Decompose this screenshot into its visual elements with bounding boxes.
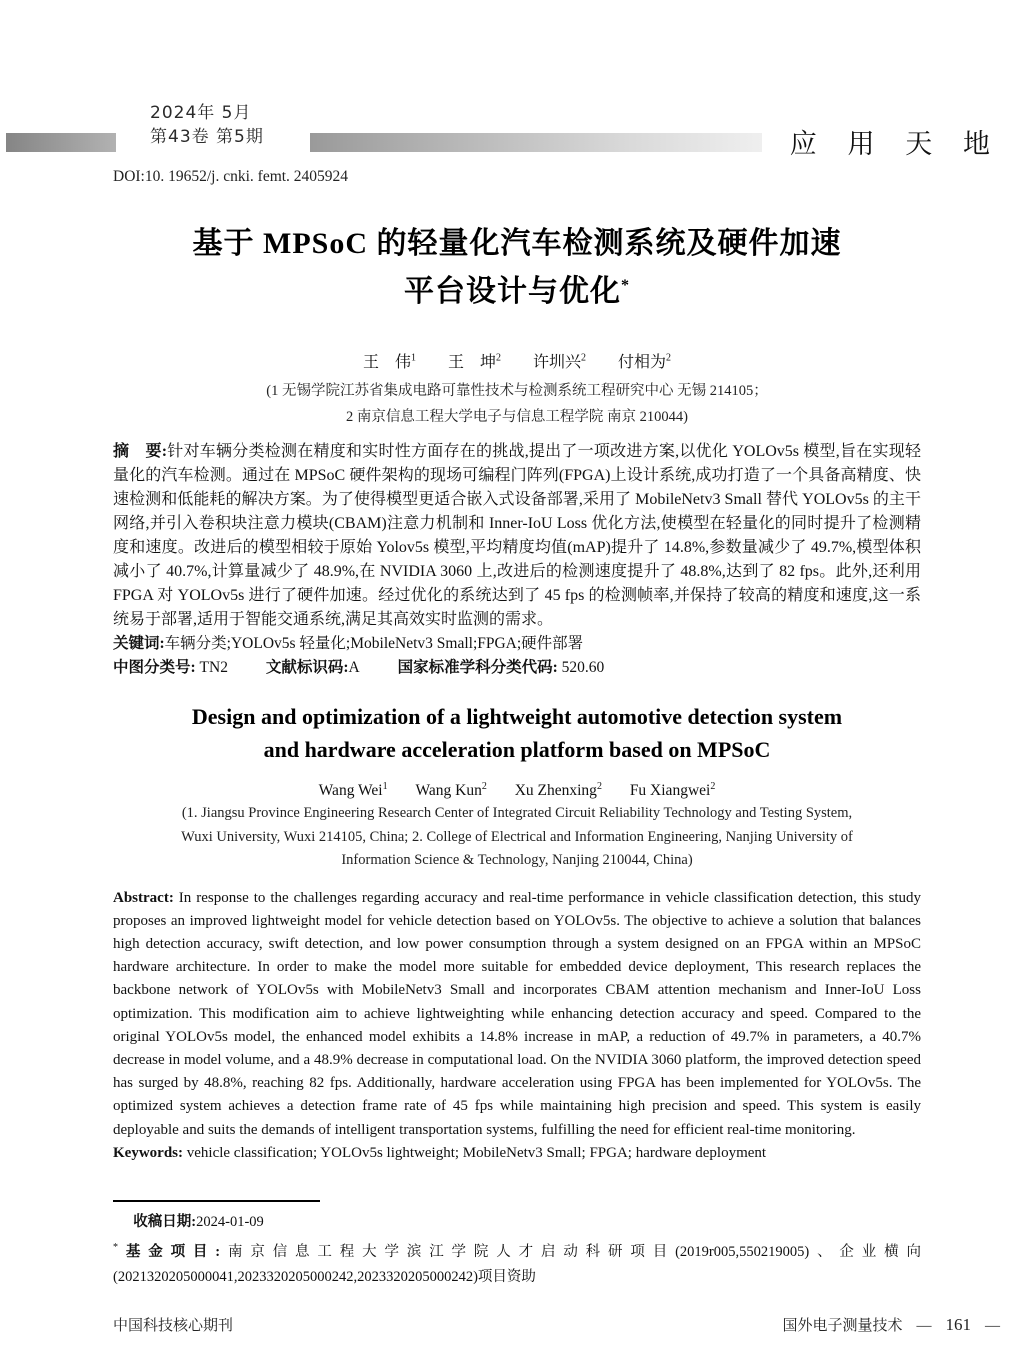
footer-left-label: 中国科技核心期刊 — [113, 1318, 234, 1334]
footer-page-number: 161 — [945, 1315, 971, 1334]
author-en-name: Fu Xiangwei — [629, 782, 711, 800]
footer-dash-left: — — [916, 1318, 932, 1334]
fund-project — [113, 1235, 921, 1290]
received-date-label: 收稿日期: — [133, 1214, 197, 1230]
keywords-en-label: Keywords: — [113, 1144, 183, 1161]
abstract-en — [113, 887, 921, 1142]
affiliation-cn-line: 2 南京信息工程大学电子与信息工程学院 南京 210044) — [346, 409, 688, 425]
author-en-sup: 2 — [596, 781, 602, 792]
header-left-bar — [6, 133, 116, 152]
column-banner: 应 用 天 地 — [789, 129, 1002, 159]
author-cn — [363, 354, 416, 371]
article-title-cn — [113, 223, 921, 313]
abstract-cn-label: 摘 要: — [113, 443, 168, 460]
affiliation-en-line: Wuxi University, Wuxi 214105, China; 2. College of Electrical and Information Engineering, Nanjing University of — [181, 828, 853, 845]
affiliation-cn-line: (1 无锡学院江苏省集成电路可靠性技术与检测系统工程研究中心 无锡 214105； — [266, 383, 768, 399]
author-cn — [618, 354, 671, 371]
author-sup: 2 — [496, 352, 501, 364]
author-sup: 2 — [581, 352, 587, 364]
footer-folio — [782, 1314, 1000, 1335]
issue-volume: 第43卷 第5期 — [150, 127, 264, 147]
received-date-value: 2024-01-09 — [196, 1214, 264, 1230]
footnote-block — [113, 1200, 921, 1290]
author-name: 付相为 — [618, 354, 667, 371]
author-name: 许圳兴 — [533, 354, 582, 371]
article-title-en — [113, 700, 921, 766]
author-name: 王 伟 — [362, 354, 411, 371]
author-en-sup: 2 — [481, 781, 487, 792]
abstract-en-text: In response to the challenges regarding accuracy and real-time performance in vehicle classification detection, this study proposes an improved lightweight model for vehicle detection based on YOLOv5s. The objective to achieve a solution that balances high detection accuracy, swift detection, and low power consumption through a system designed on an FPGA within an MPSoC hardware architecture. In order to make the model more suitable for embedded device deployment, This research replaces the backbone network of YOLOv5s with MobileNetv3 Small and incorporates CBAM attention mechanism and Inner-IoU Loss optimization. This modification aim to achieve lightweighting while enhancing detection accuracy and speed. Compared to the original YOLOv5s model, the enhanced model exhibits a 14.8% increase in mAP, a reduction of 49.7% in parameters, a 40.7% decrease in model volume, and a 48.9% decrease in computational load. On the NVIDIA 3060 platform, the improved detection speed has surged by 48.8%, reaching 82 fps. Additionally, hardware acceleration using FPGA has been implemented for YOLOv5s. The optimized system achieves a detection frame rate of 45 fps while maintaining high precision and speed. This system is easily deployable and suits the demands of intelligent transportation systems, fulfilling the need for efficient real-time monitoring. — [113, 889, 921, 1138]
title-cn-line1: 基于 MPSoC 的轻量化汽车检测系统及硬件加速 — [192, 227, 842, 260]
author-sup: 2 — [666, 352, 672, 364]
document-code-value: A — [348, 659, 360, 676]
keywords-en — [113, 1142, 921, 1165]
footer-dash-right: — — [985, 1318, 1000, 1334]
title-en-line1: Design and optimization of a lightweight automotive detection system — [191, 704, 843, 729]
affiliations-cn — [113, 378, 921, 430]
author-en — [415, 782, 486, 799]
clc-label: 中图分类号: — [113, 659, 196, 676]
subject-code-value: 520.60 — [557, 659, 605, 676]
keywords-en-text: vehicle classification; YOLOv5s lightweight; MobileNetv3 Small; FPGA; hardware deployment — [183, 1144, 767, 1161]
abstract-cn-text: 针对车辆分类检测在精度和实时性方面存在的挑战,提出了一项改进方案,以优化 YOLOv5s 模型,旨在实现轻量化的汽车检测。通过在 MPSoC 硬件架构的现场可编程门阵列(FPGA)上设计系统,成功打造了一个具备高精度、快速检测和低能耗的解决方案。为了使得模型更适合嵌入式设备部署,采用了 MobileNetv3 Small 替代 YOLOv5s 的主干网络,并引入卷积块注意力模块(CBAM)注意力机制和 Inner-IoU Loss 优化方法,使模型在轻量化的同时提升了检测精度和速度。改进后的模型相较于原始 Yolov5s 模型,平均精度均值(mAP)提升了 14.8%,参数量减少了 49.7%,模型体积减小了 40.7%,计算量减少了 48.9%,在 NVIDIA 3060 上,改进后的检测速度提升了 48.8%,达到了 82 fps。此外,还利用 FPGA 对 YOLOv5s 进行了硬件加速。经过优化的系统达到了 45 fps 的检测帧率,并保持了较高的精度和速度,这一系统易于部署,适用于智能交通系统,满足其高效实时监测的需求。 — [113, 443, 921, 628]
author-name: 王 坤 — [447, 354, 496, 371]
fund-label: 基金项目: — [118, 1243, 221, 1260]
issue-date: 2024年 5月 — [150, 103, 252, 123]
page-footer — [113, 1314, 1000, 1335]
title-en-line2: and hardware acceleration platform based on MPSoC — [263, 737, 771, 762]
keywords-cn-label: 关键词: — [113, 635, 165, 652]
authors-cn — [113, 349, 921, 372]
header-gradient-bar — [310, 133, 762, 152]
author-cn — [448, 354, 501, 371]
keywords-cn — [113, 632, 921, 656]
author-en-name: Xu Zhenxing — [514, 782, 597, 800]
affiliations-en — [113, 802, 921, 873]
author-en-sup: 2 — [710, 781, 716, 792]
received-date — [113, 1210, 921, 1235]
abstract-en-label: Abstract: — [113, 889, 174, 906]
affiliation-en-line: (1. Jiangsu Province Engineering Research Center of Integrated Circuit Reliability Technology and Testing System, — [181, 805, 853, 822]
subject-code — [398, 659, 605, 676]
title-cn-line2: 平台设计与优化 — [404, 275, 621, 308]
author-cn — [533, 354, 586, 371]
author-en-name: Wang Kun — [415, 782, 482, 800]
footer-journal-name: 国外电子测量技术 — [782, 1318, 903, 1334]
affiliation-en-line: Information Science & Technology, Nanjing 210044, China) — [341, 852, 693, 869]
author-en — [515, 782, 602, 799]
footnote-rule — [113, 1200, 320, 1202]
document-code-label: 文献标识码: — [265, 659, 349, 676]
article-body — [113, 215, 921, 1165]
document-code — [266, 659, 360, 676]
doi-line: DOI:10. 19652/j. cnki. femt. 2405924 — [113, 168, 349, 185]
issue-info — [150, 101, 264, 149]
abstract-cn — [113, 440, 921, 632]
authors-en — [113, 781, 921, 800]
title-asterisk: * — [621, 277, 630, 294]
clc-number — [113, 659, 228, 676]
clc-value: TN2 — [195, 659, 228, 676]
author-en — [630, 782, 716, 799]
subject-code-label: 国家标准学科分类代码: — [397, 659, 558, 676]
fund-asterisk: * — [113, 1242, 118, 1253]
keywords-cn-text: 车辆分类;YOLOv5s 轻量化;MobileNetv3 Small;FPGA;硬件部署 — [164, 635, 584, 652]
author-en-sup: 1 — [382, 781, 388, 792]
classification-line — [113, 656, 921, 680]
author-en-name: Wang Wei — [318, 782, 383, 800]
author-en — [319, 782, 388, 799]
fund-text: 南京信息工程大学滨江学院人才启动科研项目(2019r005,550219005)、企业横向(2021320205000041,2023320205000242,2023320205000242)项目资助 — [113, 1243, 921, 1285]
author-sup: 1 — [410, 352, 416, 364]
